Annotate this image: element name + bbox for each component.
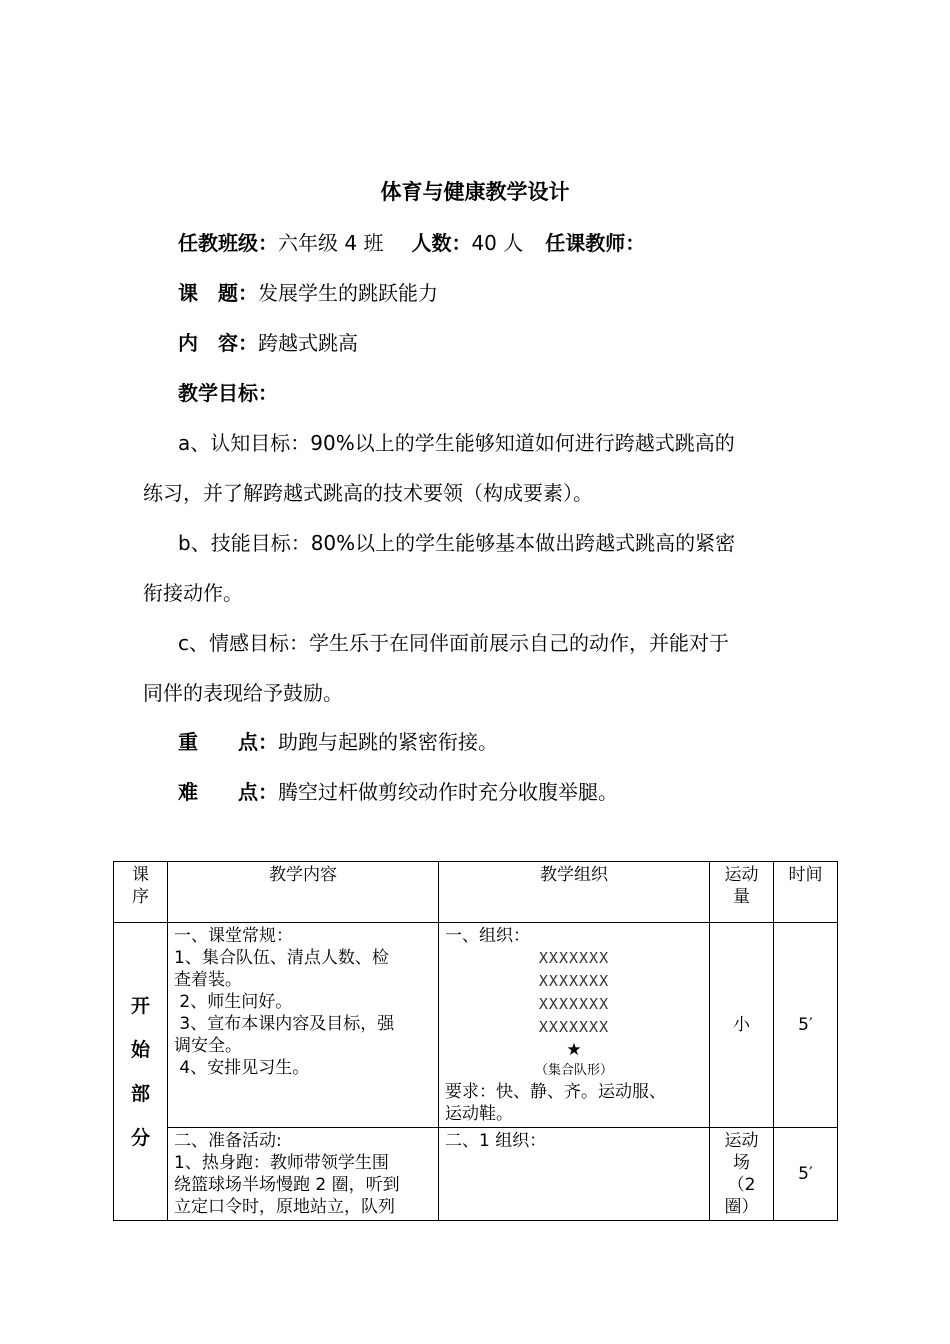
section-char: 开 [130, 994, 150, 1017]
content-line: 3、宣布本课内容及目标，强 [174, 1014, 395, 1034]
content-line: 一、课堂常规： [174, 926, 293, 946]
topic-line [178, 277, 438, 306]
section-char: 分 [130, 1126, 150, 1149]
content-line: 1、热身跑：教师带领学生围 [174, 1153, 389, 1173]
content-line: 1、集合队伍、清点人数、检 [174, 948, 389, 968]
topic-label: 课 题： [178, 281, 258, 305]
section-char: 部 [130, 1082, 150, 1105]
key-point-label: 重 点： [178, 730, 278, 754]
formation-caption: （集合队形） [534, 1063, 613, 1078]
header-order [114, 862, 168, 923]
header-time: 时间 [774, 862, 838, 923]
header-load-line2: 量 [733, 887, 750, 907]
key-point-line [178, 726, 498, 755]
formation-row: XXXXXXX [538, 995, 610, 1013]
row1-organization [439, 923, 710, 1128]
content-line: 2、师生问好。 [174, 992, 293, 1012]
goal-b-line2: 衔接动作。 [143, 581, 243, 605]
table-row [114, 1128, 838, 1221]
goal-c-line2: 同伴的表现给予鼓励。 [143, 681, 343, 705]
header-order-line2: 序 [132, 887, 149, 907]
content-line: 调安全。 [174, 1036, 242, 1056]
class-value: 六年级 4 班 [278, 231, 384, 255]
goal-a-line1: a、认知目标：90%以上的学生能够知道如何进行跨越式跳高的 [178, 431, 735, 455]
row1-content [168, 923, 439, 1128]
class-label: 任教班级： [178, 231, 278, 255]
count-label: 人数： [411, 231, 472, 255]
header-load [710, 862, 774, 923]
formation-row: XXXXXXX [538, 949, 610, 967]
goal-a-line2: 练习，并了解跨越式跳高的技术要领（构成要素）。 [143, 481, 593, 505]
content-value: 跨越式跳高 [258, 331, 358, 355]
requirement-line: 要求：快、静、齐。运动服、 [445, 1082, 666, 1102]
header-content: 教学内容 [168, 862, 439, 923]
content-line [178, 327, 358, 356]
difficulty-label: 难 点： [178, 780, 278, 804]
goals-label: 教学目标： [178, 381, 278, 405]
org-title: 一、组织： [445, 926, 530, 946]
section-char: 始 [130, 1038, 150, 1061]
lesson-plan-table [113, 861, 838, 1221]
requirement-line: 运动鞋。 [445, 1104, 513, 1124]
row2-load [710, 1128, 774, 1221]
org-title: 二、1 组织： [445, 1131, 547, 1151]
page-title: 体育与健康教学设计 [380, 180, 570, 204]
load-line: 场 [733, 1153, 750, 1173]
load-line: 圈） [724, 1197, 759, 1217]
header-order-line1: 课 [132, 865, 149, 885]
teacher-label: 任课教师： [545, 231, 646, 255]
content-line: 立定口令时，原地站立，队列 [174, 1197, 395, 1217]
load-line: 运动 [724, 1131, 759, 1151]
count-value: 40 人 [471, 231, 524, 255]
table-row [114, 923, 838, 1128]
topic-value: 发展学生的跳跃能力 [258, 281, 438, 305]
header-organization: 教学组织 [439, 862, 710, 923]
content-line: 4、安排见习生。 [174, 1058, 310, 1078]
formation-row: XXXXXXX [538, 1018, 610, 1036]
row2-organization [439, 1128, 710, 1221]
difficulty-line [178, 776, 618, 805]
row1-load: 小 [710, 923, 774, 1128]
content-line: 绕篮球场半场慢跑 2 圈，听到 [174, 1175, 400, 1195]
load-line: （2 [727, 1175, 756, 1195]
section-label [114, 923, 168, 1221]
key-point-value: 助跑与起跳的紧密衔接。 [278, 730, 498, 754]
content-line: 二、准备活动: [174, 1131, 282, 1151]
row2-time: 5′ [774, 1128, 838, 1221]
content-line: 查着装。 [174, 970, 242, 990]
header-load-line1: 运动 [724, 865, 759, 885]
row2-content [168, 1128, 439, 1221]
table-header-row [114, 862, 838, 923]
row1-time: 5′ [774, 923, 838, 1128]
teacher-star-icon: ★ [566, 1040, 582, 1060]
goal-c-line1: c、情感目标：学生乐于在同伴面前展示自己的动作，并能对于 [178, 631, 729, 655]
content-label: 内 容： [178, 331, 258, 355]
goal-b-line1: b、技能目标：80%以上的学生能够基本做出跨越式跳高的紧密 [178, 531, 736, 555]
difficulty-value: 腾空过杆做剪绞动作时充分收腹举腿。 [278, 780, 618, 804]
formation-row: XXXXXXX [538, 972, 610, 990]
class-info-line [178, 227, 645, 256]
